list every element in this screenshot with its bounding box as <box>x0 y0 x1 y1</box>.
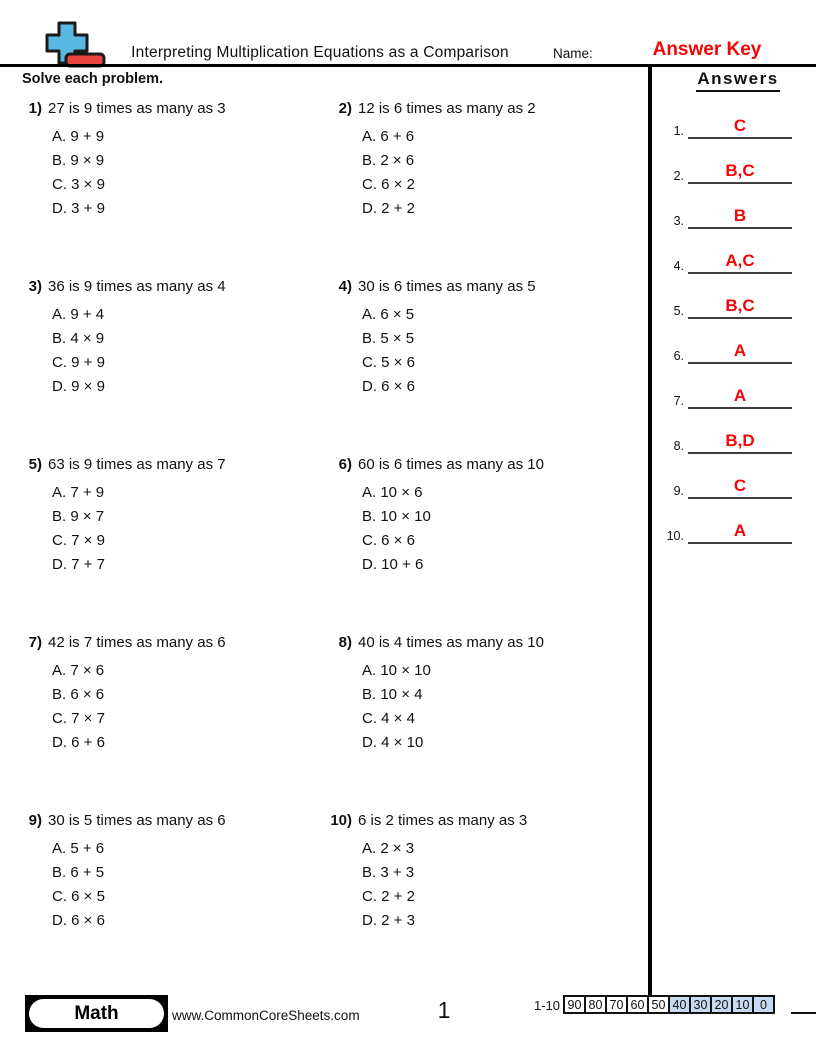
option-c: C. 7 × 9 <box>52 532 105 549</box>
score-cell: 50 <box>647 995 670 1014</box>
problem-1 <box>14 99 314 221</box>
option-b: B. 10 × 10 <box>362 508 431 525</box>
answer-number: 6. <box>673 349 684 363</box>
option-c: C. 5 × 6 <box>362 354 415 371</box>
score-table <box>563 995 775 1014</box>
option-d: D. 10 + 6 <box>362 556 424 573</box>
option-a: A. 7 + 9 <box>52 484 105 501</box>
answer-value: A <box>733 386 747 405</box>
problem-number: 4) <box>338 278 352 295</box>
answer-number: 9. <box>673 484 684 498</box>
problem-6 <box>324 455 624 577</box>
score-cell: 70 <box>605 995 628 1014</box>
answer-blank-line <box>688 476 792 499</box>
answer-value: A <box>733 341 747 360</box>
problem-8 <box>324 633 624 755</box>
answer-blank-line <box>688 206 792 229</box>
website-link[interactable]: www.CommonCoreSheets.com <box>172 1008 360 1023</box>
option-b: B. 9 × 7 <box>52 508 105 525</box>
problem-7 <box>14 633 314 755</box>
worksheet-title: Interpreting Multiplication Equations as a Comparison <box>131 44 509 61</box>
answer-row-4 <box>658 248 792 274</box>
option-a: A. 7 × 6 <box>52 662 105 679</box>
option-b: B. 10 × 4 <box>362 686 423 703</box>
option-d: D. 7 + 7 <box>52 556 105 573</box>
option-b: B. 6 + 5 <box>52 864 105 881</box>
option-d: D. 9 × 9 <box>52 378 105 395</box>
option-b: B. 9 × 9 <box>52 152 105 169</box>
option-b: B. 6 × 6 <box>52 686 105 703</box>
answer-row-5 <box>658 293 792 319</box>
problem-number: 10) <box>330 812 352 829</box>
answer-value: B,D <box>725 431 755 450</box>
answer-row-2 <box>658 158 792 184</box>
problem-question: 60 is 6 times as many as 10 <box>358 456 544 473</box>
answer-number: 5. <box>673 304 684 318</box>
option-b: B. 3 + 3 <box>362 864 415 881</box>
problem-question: 30 is 6 times as many as 5 <box>358 278 536 295</box>
option-a: A. 6 + 6 <box>362 128 415 145</box>
option-a: A. 9 + 9 <box>52 128 105 145</box>
option-d: D. 6 × 6 <box>52 912 105 929</box>
answers-heading-text: Answers <box>696 69 779 92</box>
option-c: C. 6 × 6 <box>362 532 415 549</box>
answer-value: B,C <box>725 161 755 180</box>
option-a: A. 6 × 5 <box>362 306 415 323</box>
instructions-text: Solve each problem. <box>22 71 164 87</box>
answer-row-6 <box>658 338 792 364</box>
problem-number: 7) <box>28 634 42 651</box>
name-label: Name: <box>553 46 593 61</box>
problem-number: 5) <box>28 456 42 473</box>
problem-2 <box>324 99 624 221</box>
option-d: D. 6 + 6 <box>52 734 105 751</box>
score-table-baseline-extension <box>791 1012 816 1014</box>
problem-4 <box>324 277 624 399</box>
score-cell: 90 <box>563 995 586 1014</box>
answer-value: B,C <box>725 296 755 315</box>
answer-row-3 <box>658 203 792 229</box>
answer-value: A,C <box>725 251 755 270</box>
answer-blank-line <box>688 161 792 184</box>
score-cell: 30 <box>689 995 712 1014</box>
problem-question: 36 is 9 times as many as 4 <box>48 278 226 295</box>
option-a: A. 5 + 6 <box>52 840 105 857</box>
answer-value: C <box>733 476 747 495</box>
answer-number: 2. <box>673 169 684 183</box>
answer-number: 3. <box>673 214 684 228</box>
option-a: A. 9 + 4 <box>52 306 105 323</box>
problem-question: 42 is 7 times as many as 6 <box>48 634 226 651</box>
score-range-label: 1-10 <box>533 998 560 1013</box>
answer-number: 8. <box>673 439 684 453</box>
header-rule <box>0 64 816 67</box>
score-cell: 0 <box>752 995 775 1014</box>
problem-question: 12 is 6 times as many as 2 <box>358 100 536 117</box>
problem-10 <box>324 811 624 933</box>
score-cell: 10 <box>731 995 754 1014</box>
answer-blank-line <box>688 386 792 409</box>
answer-value: A <box>733 521 747 540</box>
answer-blank-line <box>688 296 792 319</box>
answer-number: 7. <box>673 394 684 408</box>
score-cell: 40 <box>668 995 691 1014</box>
problem-question: 40 is 4 times as many as 10 <box>358 634 544 651</box>
answer-value: C <box>733 116 747 135</box>
score-cell: 60 <box>626 995 649 1014</box>
answer-blank-line <box>688 431 792 454</box>
problem-question: 27 is 9 times as many as 3 <box>48 100 226 117</box>
problem-number: 2) <box>338 100 352 117</box>
problem-number: 6) <box>338 456 352 473</box>
answer-blank-line <box>688 116 792 139</box>
option-d: D. 2 + 2 <box>362 200 415 217</box>
problem-number: 3) <box>28 278 42 295</box>
page-number: 1 <box>437 997 451 1023</box>
footer-subject-banner <box>25 995 168 1032</box>
option-a: A. 2 × 3 <box>362 840 415 857</box>
answer-number: 10. <box>666 529 684 543</box>
subject-label: Math <box>74 1002 119 1024</box>
answer-blank-line <box>688 251 792 274</box>
problem-question: 30 is 5 times as many as 6 <box>48 812 226 829</box>
problem-3 <box>14 277 314 399</box>
option-b: B. 2 × 6 <box>362 152 415 169</box>
answer-row-1 <box>658 113 792 139</box>
option-c: C. 9 + 9 <box>52 354 105 371</box>
option-d: D. 2 + 3 <box>362 912 415 929</box>
score-cell: 20 <box>710 995 733 1014</box>
score-cell: 80 <box>584 995 607 1014</box>
option-c: C. 4 × 4 <box>362 710 415 727</box>
answers-heading <box>676 69 800 92</box>
answer-blank-line <box>688 341 792 364</box>
problem-question: 6 is 2 times as many as 3 <box>358 812 528 829</box>
answer-number: 1. <box>673 124 684 138</box>
problem-number: 9) <box>28 812 42 829</box>
answer-row-10 <box>658 518 792 544</box>
answer-row-9 <box>658 473 792 499</box>
option-c: C. 7 × 7 <box>52 710 105 727</box>
option-c: C. 6 × 2 <box>362 176 415 193</box>
problem-number: 1) <box>28 100 42 117</box>
option-d: D. 3 + 9 <box>52 200 105 217</box>
problem-9 <box>14 811 314 933</box>
option-a: A. 10 × 10 <box>362 662 431 679</box>
option-b: B. 4 × 9 <box>52 330 105 347</box>
answer-blank-line <box>688 521 792 544</box>
option-c: C. 6 × 5 <box>52 888 105 905</box>
answer-value: B <box>733 206 747 225</box>
subject-pill <box>29 999 164 1028</box>
problem-question: 63 is 9 times as many as 7 <box>48 456 226 473</box>
option-d: D. 6 × 6 <box>362 378 415 395</box>
name-value-answer-key: Answer Key <box>652 39 762 60</box>
problem-5 <box>14 455 314 577</box>
option-c: C. 3 × 9 <box>52 176 105 193</box>
problem-number: 8) <box>338 634 352 651</box>
answers-divider-line <box>648 67 652 995</box>
answer-row-8 <box>658 428 792 454</box>
option-b: B. 5 × 5 <box>362 330 415 347</box>
answer-row-7 <box>658 383 792 409</box>
option-d: D. 4 × 10 <box>362 734 424 751</box>
option-a: A. 10 × 6 <box>362 484 423 501</box>
answer-number: 4. <box>673 259 684 273</box>
option-c: C. 2 + 2 <box>362 888 415 905</box>
